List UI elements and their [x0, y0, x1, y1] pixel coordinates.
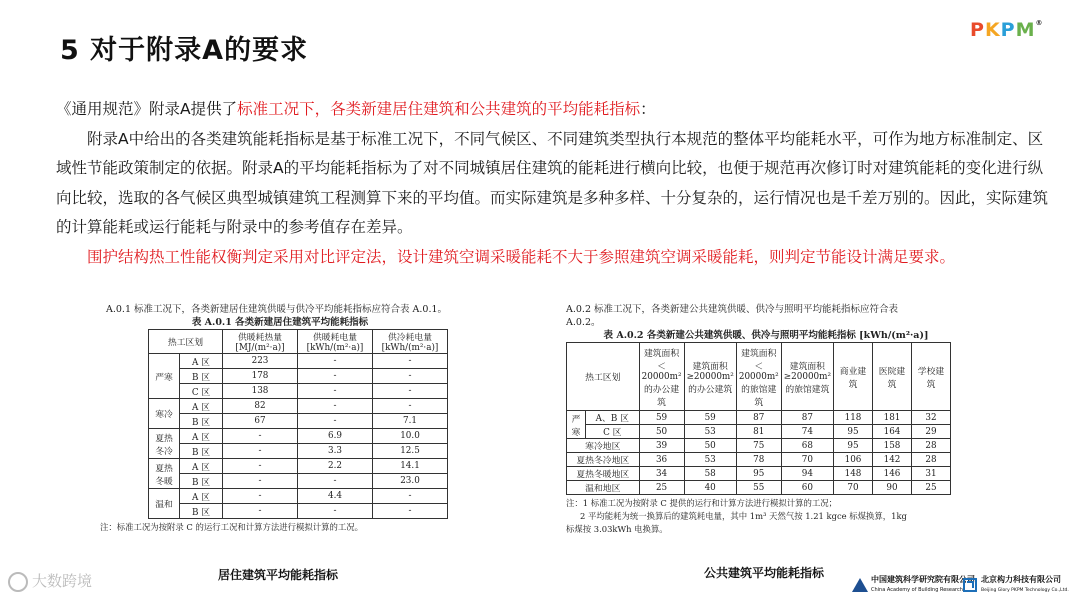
paragraph-explanation: 附录A中给出的各类建筑能耗指标是基于标准工况下，不同气候区、不同建筑类型执行本规范的整体平均能耗水平，可作为地方标准制定、区域性节能政策制定的依据。附录A的平均能耗指标为了对不同城镇居住建筑的能耗进行横向比较，也便于规范再次修订时对建筑能耗的变化进行纵向比较，选取的各气候区典型城镇建筑工程测算下来的平均值。而实际建筑是多种多样、十分复杂的，运行情况也是千差万别的。因此，实际建筑的计算能耗或运行能耗与附录中的参考值存在差异。	[56, 129, 1049, 236]
t1-zone-cell: 夏热冬暖	[149, 459, 180, 489]
logo-letter: M	[1015, 19, 1036, 41]
t2-cell: 87	[781, 411, 833, 425]
t2-zone-cell: 夏热冬暖地区	[567, 467, 640, 481]
pkpm-logo	[970, 19, 1044, 41]
t2-cell: 31	[912, 467, 951, 481]
t2-cell: 58	[684, 467, 736, 481]
t1-cell: -	[373, 504, 448, 519]
t2-cell: 70	[834, 481, 873, 495]
table-row	[149, 429, 448, 444]
t2-cell: 50	[639, 425, 684, 439]
t1-cell: -	[298, 354, 373, 369]
t2-header-col: 建筑面积≥20000m²的旅馆建筑	[781, 343, 833, 411]
org1-en: China Academy of Building Research	[871, 587, 963, 593]
t1-cell: 23.0	[373, 474, 448, 489]
table1-note: 注：标准工况为按附录 C 的运行工况和计算方法进行模拟计算的工况。	[100, 522, 363, 532]
public-label: 公共建筑平均能耗指标	[704, 566, 825, 580]
t2-cell: 95	[834, 439, 873, 453]
paragraph-conclusion: 围护结构热工性能权衡判定采用对比评定法，设计建筑空调采暖能耗不大于参照建筑空调采暖能耗，则判定节能设计满足要求。	[87, 247, 956, 266]
table-row	[149, 459, 448, 474]
body-text	[56, 95, 1056, 272]
t1-cell: 2.2	[298, 459, 373, 474]
t2-cell: 94	[781, 467, 833, 481]
logo-letter: K	[984, 19, 1001, 41]
table-row	[567, 411, 951, 425]
cabr-logo-icon	[852, 578, 868, 592]
table-row	[149, 369, 448, 384]
table-row	[149, 384, 448, 399]
t1-cell: A 区	[180, 459, 223, 474]
table-row	[567, 425, 951, 439]
t2-cell: 68	[781, 439, 833, 453]
paragraph-intro	[56, 95, 1056, 125]
org-cabr	[852, 575, 975, 595]
t1-cell: 223	[223, 354, 298, 369]
t2-cell: 74	[781, 425, 833, 439]
table-row	[567, 453, 951, 467]
t2-cell: 78	[736, 453, 781, 467]
t2-cell: 25	[639, 481, 684, 495]
table-row	[149, 504, 448, 519]
residential-table-figure	[100, 303, 520, 553]
t1-zone-cell: 严寒	[149, 354, 180, 399]
t2-zone-cell: 温和地区	[567, 481, 640, 495]
t1-header-col: 供暖耗电量 [kWh/(m²·a)]	[298, 330, 373, 354]
t2-cell: 164	[873, 425, 912, 439]
t2-cell: 95	[736, 467, 781, 481]
t2-header-col: 学校建筑	[912, 343, 951, 411]
t2-cell: 148	[834, 467, 873, 481]
t1-cell: B 区	[180, 414, 223, 429]
t1-cell: -	[298, 399, 373, 414]
t2-cell: 32	[912, 411, 951, 425]
t2-sub-cell: C 区	[586, 425, 640, 439]
t2-cell: 106	[834, 453, 873, 467]
table-row	[567, 481, 951, 495]
residential-label: 居住建筑平均能耗指标	[218, 568, 339, 582]
t1-zone-cell: 寒冷	[149, 399, 180, 429]
table2-note-1: 注：1 标准工况为按附录 C 提供的运行和计算方法进行模拟计算的工况；	[566, 498, 837, 508]
table-row	[149, 474, 448, 489]
table2-caption: 表 A.0.2 各类新建公共建筑供暖、供冷与照明平均能耗指标 [kWh/(m²·a)]	[603, 330, 929, 341]
t2-header-col: 建筑面积＜20000m²的办公建筑	[639, 343, 684, 411]
brand-text: 大数跨境	[32, 572, 93, 590]
t2-cell: 29	[912, 425, 951, 439]
t1-cell: A 区	[180, 489, 223, 504]
t1-cell: -	[298, 474, 373, 489]
t2-cell: 146	[873, 467, 912, 481]
t1-cell: B 区	[180, 474, 223, 489]
t2-header-col: 建筑面积≥20000m²的办公建筑	[684, 343, 736, 411]
t2-zone-cell: 严寒	[567, 411, 586, 439]
t1-header-zone: 热工区划	[149, 330, 223, 354]
table2-clause-1: A.0.2 标准工况下，各类新建公共建筑供暖、供冷与照明平均能耗指标应符合表	[566, 304, 899, 315]
t1-zone-cell: 温和	[149, 489, 180, 519]
table-row	[567, 467, 951, 481]
t2-cell: 39	[639, 439, 684, 453]
t2-cell: 118	[834, 411, 873, 425]
t2-cell: 25	[912, 481, 951, 495]
logo-letter: P	[970, 19, 985, 41]
public-energy-table	[566, 342, 951, 495]
t1-cell: -	[223, 504, 298, 519]
t2-cell: 59	[684, 411, 736, 425]
t1-cell: -	[223, 474, 298, 489]
t1-cell: B 区	[180, 504, 223, 519]
table2-note-2: 2 平均能耗为统一换算后的建筑耗电量，其中 1m³ 天然气按 1.21 kgce 标煤换算，1kg	[580, 511, 907, 521]
t1-cell: 10.0	[373, 429, 448, 444]
t2-cell: 50	[684, 439, 736, 453]
t2-cell: 181	[873, 411, 912, 425]
t1-cell: -	[373, 369, 448, 384]
org2-name: 北京构力科技有限公司	[981, 575, 1061, 584]
t1-cell: -	[298, 384, 373, 399]
t1-cell: -	[373, 354, 448, 369]
t1-cell: A 区	[180, 399, 223, 414]
t2-cell: 55	[736, 481, 781, 495]
intro-highlight: 标准工况下，各类新建居住建筑和公共建筑的平均能耗指标	[237, 100, 641, 118]
t2-header-col: 商业建筑	[834, 343, 873, 411]
t1-header-col: 供冷耗电量 [kWh/(m²·a)]	[373, 330, 448, 354]
logo-letter: P	[1000, 19, 1016, 41]
table1-clause: A.0.1 标准工况下，各类新建居住建筑供暖与供冷平均能耗指标应符合表 A.0.1。	[106, 304, 448, 315]
t2-header-zone: 热工区划	[567, 343, 640, 411]
t1-cell: -	[298, 369, 373, 384]
t2-cell: 158	[873, 439, 912, 453]
t2-header-col: 建筑面积＜20000m²的旅馆建筑	[736, 343, 781, 411]
org1-name: 中国建筑科学研究院有限公司	[871, 575, 975, 584]
table-row	[149, 354, 448, 369]
t2-cell: 40	[684, 481, 736, 495]
t1-cell: 138	[223, 384, 298, 399]
t1-cell: B 区	[180, 444, 223, 459]
t2-cell: 53	[684, 453, 736, 467]
t1-cell: 4.4	[298, 489, 373, 504]
t1-cell: -	[373, 489, 448, 504]
table-row	[149, 489, 448, 504]
registered-icon: ®	[1035, 19, 1044, 27]
t1-cell: -	[298, 414, 373, 429]
t1-cell: 6.9	[298, 429, 373, 444]
t2-cell: 53	[684, 425, 736, 439]
t2-cell: 90	[873, 481, 912, 495]
t1-zone-cell: 夏热冬冷	[149, 429, 180, 459]
t1-cell: 82	[223, 399, 298, 414]
table-row	[149, 399, 448, 414]
pkpm-org-icon	[962, 578, 978, 592]
t1-cell: 14.1	[373, 459, 448, 474]
table-row	[567, 439, 951, 453]
t2-cell: 60	[781, 481, 833, 495]
t1-cell: 67	[223, 414, 298, 429]
t1-cell: -	[223, 429, 298, 444]
t1-cell: C 区	[180, 384, 223, 399]
t1-cell: -	[373, 384, 448, 399]
t1-cell: A 区	[180, 354, 223, 369]
org2-en: Beijing Glory PKPM Technology Co.,Ltd.	[981, 588, 1069, 593]
brand-icon	[8, 572, 28, 592]
t1-cell: 3.3	[298, 444, 373, 459]
t2-cell: 81	[736, 425, 781, 439]
table2-note-3: 标煤按 3.03kWh 电换算。	[566, 524, 668, 534]
t1-cell: -	[223, 444, 298, 459]
table1-caption: 表 A.0.1 各类新建居住建筑平均能耗指标	[191, 317, 369, 328]
t1-header-col: 供暖耗热量 [MJ/(m²·a)]	[223, 330, 298, 354]
t2-cell: 75	[736, 439, 781, 453]
page-title: 5 对于附录A的要求	[60, 35, 309, 66]
intro-suffix: ：	[640, 100, 656, 118]
t1-cell: A 区	[180, 429, 223, 444]
t2-cell: 36	[639, 453, 684, 467]
org-pkpm	[962, 575, 1069, 595]
t1-cell: -	[373, 399, 448, 414]
t1-cell: -	[223, 459, 298, 474]
t2-cell: 70	[781, 453, 833, 467]
t1-cell: -	[223, 489, 298, 504]
t2-zone-cell: 夏热冬冷地区	[567, 453, 640, 467]
t2-cell: 59	[639, 411, 684, 425]
t1-cell: B 区	[180, 369, 223, 384]
residential-energy-table	[148, 329, 448, 519]
t1-cell: 12.5	[373, 444, 448, 459]
t1-cell: 178	[223, 369, 298, 384]
table-row	[149, 414, 448, 429]
t2-cell: 28	[912, 439, 951, 453]
t1-cell: 7.1	[373, 414, 448, 429]
brand-watermark	[8, 570, 92, 592]
intro-text: 《通用规范》附录A提供了	[56, 100, 238, 118]
t2-header-col: 医院建筑	[873, 343, 912, 411]
public-table-figure	[566, 303, 986, 565]
t2-zone-cell: 寒冷地区	[567, 439, 640, 453]
table-row	[149, 444, 448, 459]
t2-cell: 95	[834, 425, 873, 439]
t2-sub-cell: A、B 区	[586, 411, 640, 425]
t2-cell: 142	[873, 453, 912, 467]
t1-cell: -	[298, 504, 373, 519]
t2-cell: 87	[736, 411, 781, 425]
table2-clause-2: A.0.2。	[566, 317, 601, 328]
t2-cell: 34	[639, 467, 684, 481]
t2-cell: 28	[912, 453, 951, 467]
